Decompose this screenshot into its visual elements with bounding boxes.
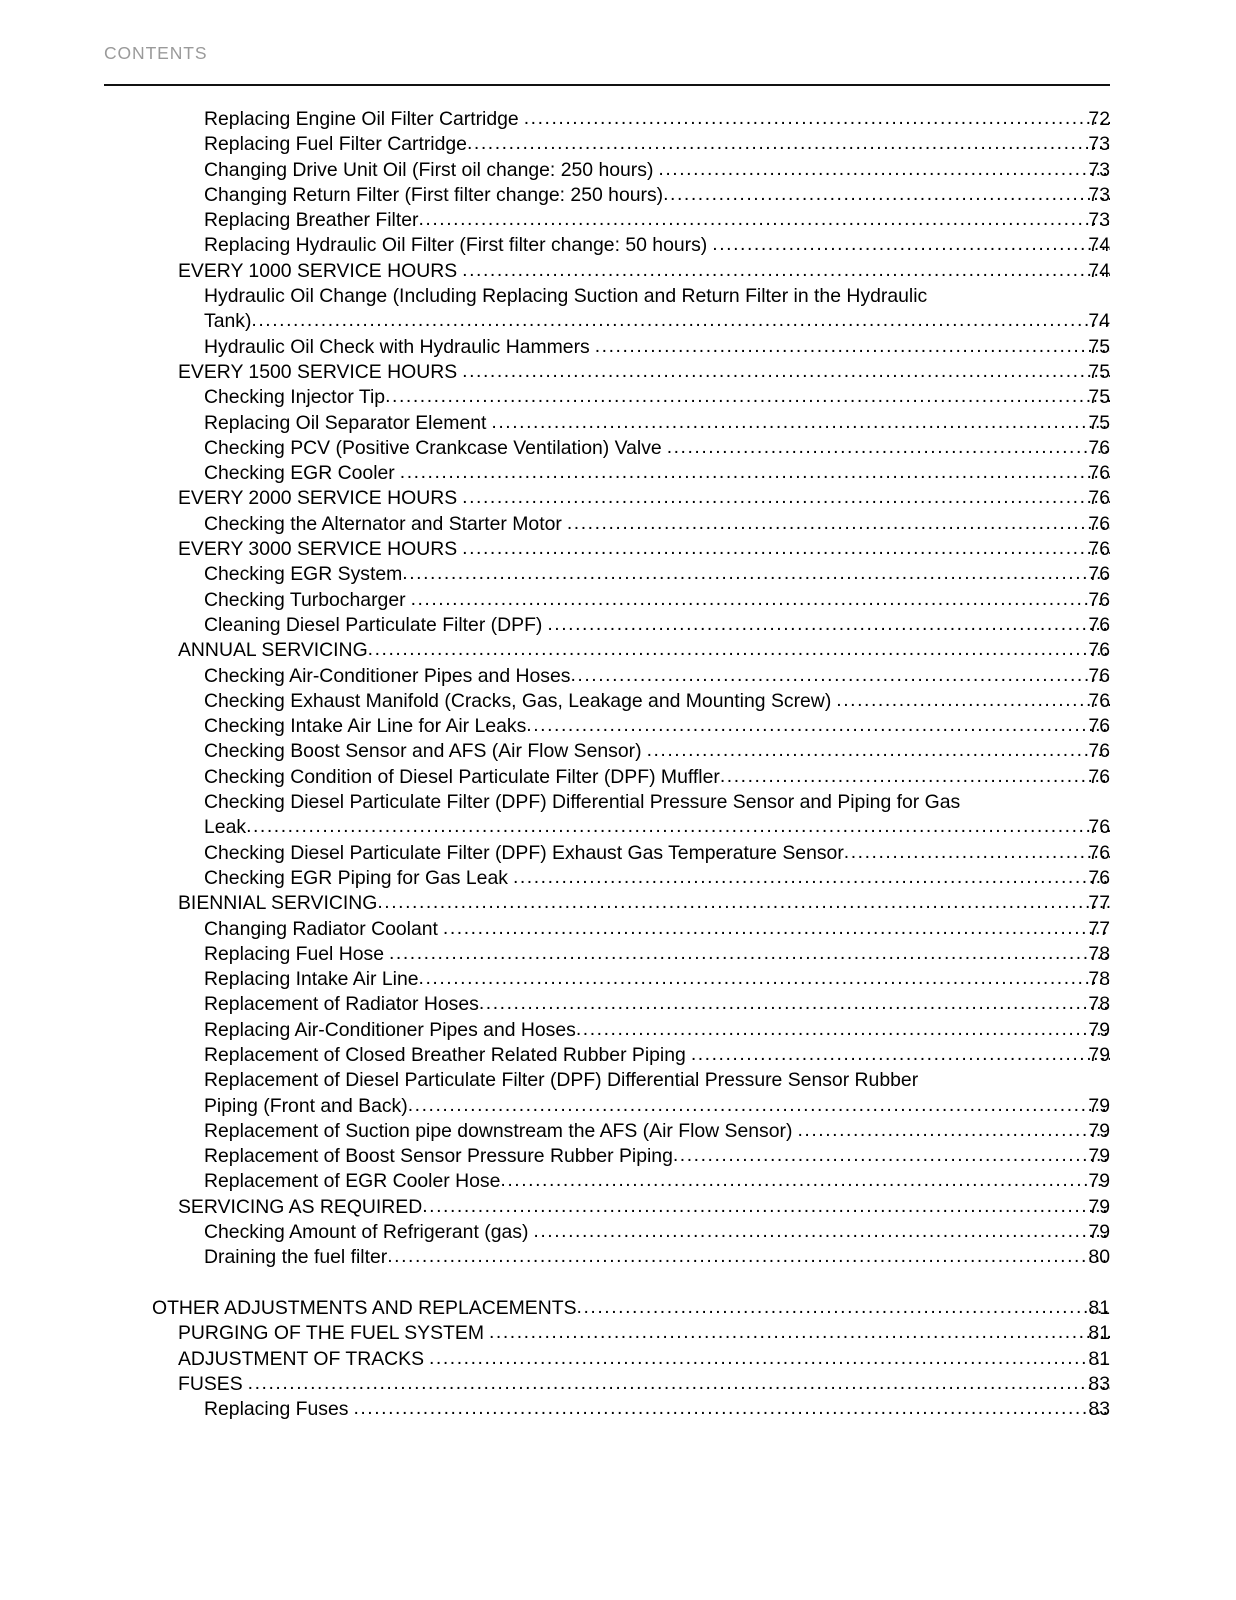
- toc-entry[interactable]: [0, 739, 1236, 764]
- toc-entry[interactable]: [0, 689, 1236, 714]
- toc-entry[interactable]: [0, 486, 1236, 511]
- toc-entry-title: Checking Boost Sensor and AFS (Air Flow Sensor): [204, 740, 642, 763]
- header-divider: [104, 84, 1110, 86]
- table-of-contents: [0, 107, 1236, 1422]
- toc-entry-title: EVERY 1500 SERVICE HOURS: [178, 360, 458, 383]
- toc-page-number: 79: [1088, 1094, 1110, 1117]
- toc-entry-title: Checking EGR System: [204, 563, 403, 586]
- toc-page-number: 76: [1088, 512, 1110, 535]
- toc-leader-dots: [411, 587, 1110, 612]
- toc-leader-dots: [387, 1244, 1110, 1269]
- toc-entry[interactable]: [0, 512, 1236, 537]
- toc-leader-dots: [389, 941, 1110, 966]
- toc-page-number: 79: [1088, 1195, 1110, 1218]
- toc-leader-dots: [246, 814, 1110, 839]
- toc-entry[interactable]: [0, 1372, 1236, 1397]
- toc-page-number: 73: [1088, 183, 1110, 206]
- toc-entry-title: EVERY 1000 SERVICE HOURS: [178, 259, 458, 282]
- toc-leader-dots: [402, 561, 1110, 586]
- toc-page-number: 76: [1088, 436, 1110, 459]
- toc-entry-title: Replacing Breather Filter: [204, 209, 419, 232]
- toc-entry-title: OTHER ADJUSTMENTS AND REPLACEMENTS: [152, 1296, 577, 1319]
- toc-page-number: 76: [1088, 588, 1110, 611]
- toc-leader-dots: [353, 1396, 1110, 1421]
- toc-entry[interactable]: [0, 638, 1236, 663]
- toc-entry-title: Hydraulic Oil Change (Including Replacing Suction and Return Filter in the Hydraulic: [204, 285, 928, 308]
- toc-entry[interactable]: [0, 132, 1236, 157]
- toc-entry-title: Checking EGR Piping for Gas Leak: [204, 866, 508, 889]
- toc-leader-dots: [576, 1017, 1110, 1042]
- toc-entry-title: Replacement of Boost Sensor Pressure Rubber Piping: [204, 1145, 673, 1168]
- toc-entry[interactable]: [0, 1397, 1236, 1422]
- toc-leader-dots: [526, 713, 1110, 738]
- toc-entry-title: Changing Radiator Coolant: [204, 917, 438, 940]
- toc-leader-dots: [462, 258, 1110, 283]
- toc-entry-title: Changing Drive Unit Oil (First oil change: 250 hours): [204, 158, 654, 181]
- toc-page-number: 79: [1088, 1043, 1110, 1066]
- toc-entry[interactable]: [0, 1043, 1236, 1068]
- toc-leader-dots: [462, 536, 1110, 561]
- toc-entry-title: Checking Injector Tip: [204, 386, 386, 409]
- toc-page-number: 79: [1088, 1170, 1110, 1193]
- toc-entry-title: Replacing Hydraulic Oil Filter (First filter change: 50 hours): [204, 234, 708, 257]
- toc-page-number: 79: [1088, 1221, 1110, 1244]
- toc-leader-dots: [547, 612, 1110, 637]
- toc-entry[interactable]: [0, 436, 1236, 461]
- toc-page-number: 78: [1088, 968, 1110, 991]
- toc-page-number: 76: [1088, 715, 1110, 738]
- toc-page-number: 73: [1088, 158, 1110, 181]
- toc-page-number: 83: [1088, 1372, 1110, 1395]
- toc-leader-dots: [567, 511, 1110, 536]
- toc-entry[interactable]: [0, 765, 1236, 790]
- toc-entry[interactable]: [0, 1018, 1236, 1043]
- toc-entry-title: Checking the Alternator and Starter Motor: [204, 512, 562, 535]
- toc-entry-title: Replacing Fuel Hose: [204, 942, 384, 965]
- toc-leader-dots: [691, 1042, 1110, 1067]
- toc-leader-dots: [570, 663, 1110, 688]
- toc-entry-title: Checking Diesel Particulate Filter (DPF) Differential Pressure Sensor and Piping for Gas: [204, 791, 961, 814]
- toc-page-number: 80: [1088, 1246, 1110, 1269]
- toc-page-number: 83: [1088, 1398, 1110, 1421]
- toc-entry[interactable]: [0, 917, 1236, 942]
- toc-page-number: 76: [1088, 613, 1110, 636]
- toc-entry[interactable]: [0, 335, 1236, 360]
- toc-entry[interactable]: [0, 790, 1236, 841]
- toc-leader-dots: [368, 637, 1110, 662]
- toc-entry[interactable]: [0, 1169, 1236, 1194]
- toc-entry-title: Replacement of EGR Cooler Hose: [204, 1170, 501, 1193]
- toc-page-number: 74: [1088, 234, 1110, 257]
- toc-entry[interactable]: [0, 967, 1236, 992]
- toc-entry[interactable]: [0, 107, 1236, 132]
- toc-entry[interactable]: [0, 360, 1236, 385]
- toc-entry-title: EVERY 2000 SERVICE HOURS: [178, 487, 458, 510]
- toc-leader-dots: [462, 485, 1110, 510]
- toc-entry[interactable]: [0, 284, 1236, 335]
- toc-page-number: 81: [1088, 1296, 1110, 1319]
- toc-leader-dots: [408, 1093, 1110, 1118]
- toc-entry[interactable]: [0, 942, 1236, 967]
- toc-page-number: 74: [1088, 259, 1110, 282]
- toc-entry-title: Checking Air-Conditioner Pipes and Hoses: [204, 664, 571, 687]
- page-title: CONTENTS: [104, 43, 208, 63]
- toc-entry-title: Replacing Engine Oil Filter Cartridge: [204, 108, 519, 130]
- toc-entry-title: Draining the fuel filter: [204, 1246, 388, 1269]
- toc-entry[interactable]: [0, 562, 1236, 587]
- toc-page-number: 76: [1088, 841, 1110, 864]
- toc-entry-title: PURGING OF THE FUEL SYSTEM: [178, 1322, 484, 1345]
- toc-leader-dots: [595, 334, 1110, 359]
- toc-entry[interactable]: [0, 1068, 1236, 1119]
- toc-entry[interactable]: [0, 664, 1236, 689]
- toc-page-number: 76: [1088, 462, 1110, 485]
- toc-entry[interactable]: [0, 714, 1236, 739]
- toc-entry[interactable]: [0, 891, 1236, 916]
- toc-leader-dots: [663, 182, 1110, 207]
- toc-entry-title: Checking Amount of Refrigerant (gas): [204, 1221, 529, 1244]
- toc-leader-dots: [513, 865, 1110, 890]
- toc-leader-dots: [479, 991, 1110, 1016]
- toc-entry-title: ADJUSTMENT OF TRACKS: [178, 1347, 424, 1370]
- toc-entry-title: Replacing Oil Separator Element: [204, 411, 487, 434]
- toc-page-number: 72: [1088, 108, 1110, 130]
- toc-leader-dots: [524, 106, 1110, 131]
- toc-entry[interactable]: [0, 613, 1236, 638]
- toc-entry-title: Checking PCV (Positive Crankcase Ventilation) Valve: [204, 436, 662, 459]
- toc-entry-title: ANNUAL SERVICING: [178, 639, 368, 662]
- toc-page-number: 74: [1088, 310, 1110, 333]
- toc-entry-title: Replacement of Closed Breather Related Rubber Piping: [204, 1043, 686, 1066]
- toc-entry-title: Hydraulic Oil Check with Hydraulic Hammers: [204, 335, 590, 358]
- toc-page-number: 79: [1088, 1119, 1110, 1142]
- toc-entry[interactable]: [0, 1220, 1236, 1245]
- toc-page-number: 78: [1088, 942, 1110, 965]
- toc-page-number: 76: [1088, 740, 1110, 763]
- toc-page-number: 75: [1088, 335, 1110, 358]
- toc-entry-title: EVERY 3000 SERVICE HOURS: [178, 538, 458, 561]
- toc-entry-title: Replacing Air-Conditioner Pipes and Hoses: [204, 1018, 576, 1041]
- toc-entry-title: Replacement of Suction pipe downstream the AFS (Air Flow Sensor): [204, 1119, 793, 1142]
- toc-entry[interactable]: [0, 461, 1236, 486]
- toc-entry-title: SERVICING AS REQUIRED: [178, 1195, 423, 1218]
- toc-entry[interactable]: [0, 1195, 1236, 1220]
- toc-entry[interactable]: [0, 1245, 1236, 1270]
- toc-page-number: 79: [1088, 1018, 1110, 1041]
- toc-page-number: 75: [1088, 360, 1110, 383]
- toc-entry[interactable]: [0, 158, 1236, 183]
- toc-entry-title: Replacement of Radiator Hoses: [204, 993, 479, 1016]
- toc-entry-title: Checking Condition of Diesel Particulate Filter (DPF) Muffler: [204, 765, 720, 788]
- toc-entry-title: Checking EGR Cooler: [204, 462, 395, 485]
- toc-entry-title-continued: Piping (Front and Back): [204, 1094, 408, 1117]
- toc-entry[interactable]: [0, 588, 1236, 613]
- toc-leader-dots: [418, 207, 1110, 232]
- toc-entry-title: Replacing Fuses: [204, 1398, 349, 1421]
- toc-page-number: 76: [1088, 639, 1110, 662]
- toc-entry-title: Replacing Intake Air Line: [204, 968, 419, 991]
- toc-page-number: 76: [1088, 866, 1110, 889]
- toc-page-number: 76: [1088, 816, 1110, 839]
- toc-entry-title: Cleaning Diesel Particulate Filter (DPF): [204, 613, 543, 636]
- toc-leader-dots: [251, 308, 1110, 333]
- toc-page-number: 76: [1088, 487, 1110, 510]
- toc-leader-dots: [385, 384, 1110, 409]
- toc-entry-title: Checking Intake Air Line for Air Leaks: [204, 715, 527, 738]
- running-header: [104, 42, 1110, 64]
- toc-entry[interactable]: [0, 183, 1236, 208]
- toc-entry[interactable]: [0, 385, 1236, 410]
- toc-leader-dots: [467, 131, 1110, 156]
- toc-entry-title: FUSES: [178, 1372, 243, 1395]
- toc-entry-title-continued: Tank): [204, 310, 252, 333]
- toc-entry-title: BIENNIAL SERVICING: [178, 892, 378, 915]
- toc-leader-dots: [647, 738, 1110, 763]
- toc-page-number: 81: [1088, 1322, 1110, 1345]
- toc-page-number: 75: [1088, 386, 1110, 409]
- toc-leader-dots: [462, 359, 1110, 384]
- toc-entry[interactable]: [0, 1347, 1236, 1372]
- toc-entry-title-continued: Leak: [204, 816, 247, 839]
- toc-entry[interactable]: [0, 841, 1236, 866]
- toc-entry-title: Checking Exhaust Manifold (Cracks, Gas, Leakage and Mounting Screw): [204, 689, 832, 712]
- toc-entry-title: Checking Diesel Particulate Filter (DPF) Exhaust Gas Temperature Sensor: [204, 841, 844, 864]
- toc-leader-dots: [443, 916, 1110, 941]
- toc-leader-dots: [419, 966, 1110, 991]
- toc-page-number: 79: [1088, 1145, 1110, 1168]
- toc-leader-dots: [400, 460, 1110, 485]
- toc-page-number: 75: [1088, 411, 1110, 434]
- toc-entry[interactable]: [0, 411, 1236, 436]
- toc-leader-dots: [533, 1219, 1110, 1244]
- toc-page-number: 76: [1088, 538, 1110, 561]
- toc-entry[interactable]: [0, 233, 1236, 258]
- toc-leader-dots: [248, 1371, 1110, 1396]
- toc-page-number: 76: [1088, 563, 1110, 586]
- toc-leader-dots: [422, 1194, 1110, 1219]
- toc-entry[interactable]: [0, 208, 1236, 233]
- toc-leader-dots: [429, 1346, 1110, 1371]
- toc-page-number: 76: [1088, 664, 1110, 687]
- toc-entry-title: Checking Turbocharger: [204, 588, 406, 611]
- toc-leader-dots: [658, 157, 1110, 182]
- toc-entry[interactable]: [0, 1321, 1236, 1346]
- toc-entry[interactable]: [0, 866, 1236, 891]
- toc-page-number: 78: [1088, 993, 1110, 1016]
- toc-page-number: 81: [1088, 1347, 1110, 1370]
- toc-page-number: 76: [1088, 765, 1110, 788]
- toc-entry[interactable]: [0, 1119, 1236, 1144]
- toc-entry-title: Changing Return Filter (First filter change: 250 hours): [204, 183, 664, 206]
- toc-entry[interactable]: [0, 259, 1236, 284]
- toc-entry[interactable]: [0, 992, 1236, 1017]
- toc-leader-dots: [500, 1168, 1110, 1193]
- toc-page-number: 77: [1088, 917, 1110, 940]
- toc-entry-title: Replacement of Diesel Particulate Filter (DPF) Differential Pressure Sensor Rubber: [204, 1069, 919, 1092]
- toc-leader-dots: [489, 1320, 1110, 1345]
- toc-entry-title: Replacing Fuel Filter Cartridge: [204, 133, 467, 156]
- toc-leader-dots: [667, 435, 1110, 460]
- toc-leader-dots: [577, 1295, 1110, 1320]
- toc-leader-dots: [491, 410, 1110, 435]
- toc-page-number: 73: [1088, 209, 1110, 232]
- toc-entry[interactable]: [0, 537, 1236, 562]
- toc-leader-dots: [673, 1143, 1110, 1168]
- toc-entry[interactable]: [0, 1144, 1236, 1169]
- toc-page-number: 73: [1088, 133, 1110, 156]
- toc-page-number: 76: [1088, 689, 1110, 712]
- toc-page-number: 77: [1088, 892, 1110, 915]
- toc-leader-dots: [377, 890, 1110, 915]
- toc-entry[interactable]: [0, 1296, 1236, 1321]
